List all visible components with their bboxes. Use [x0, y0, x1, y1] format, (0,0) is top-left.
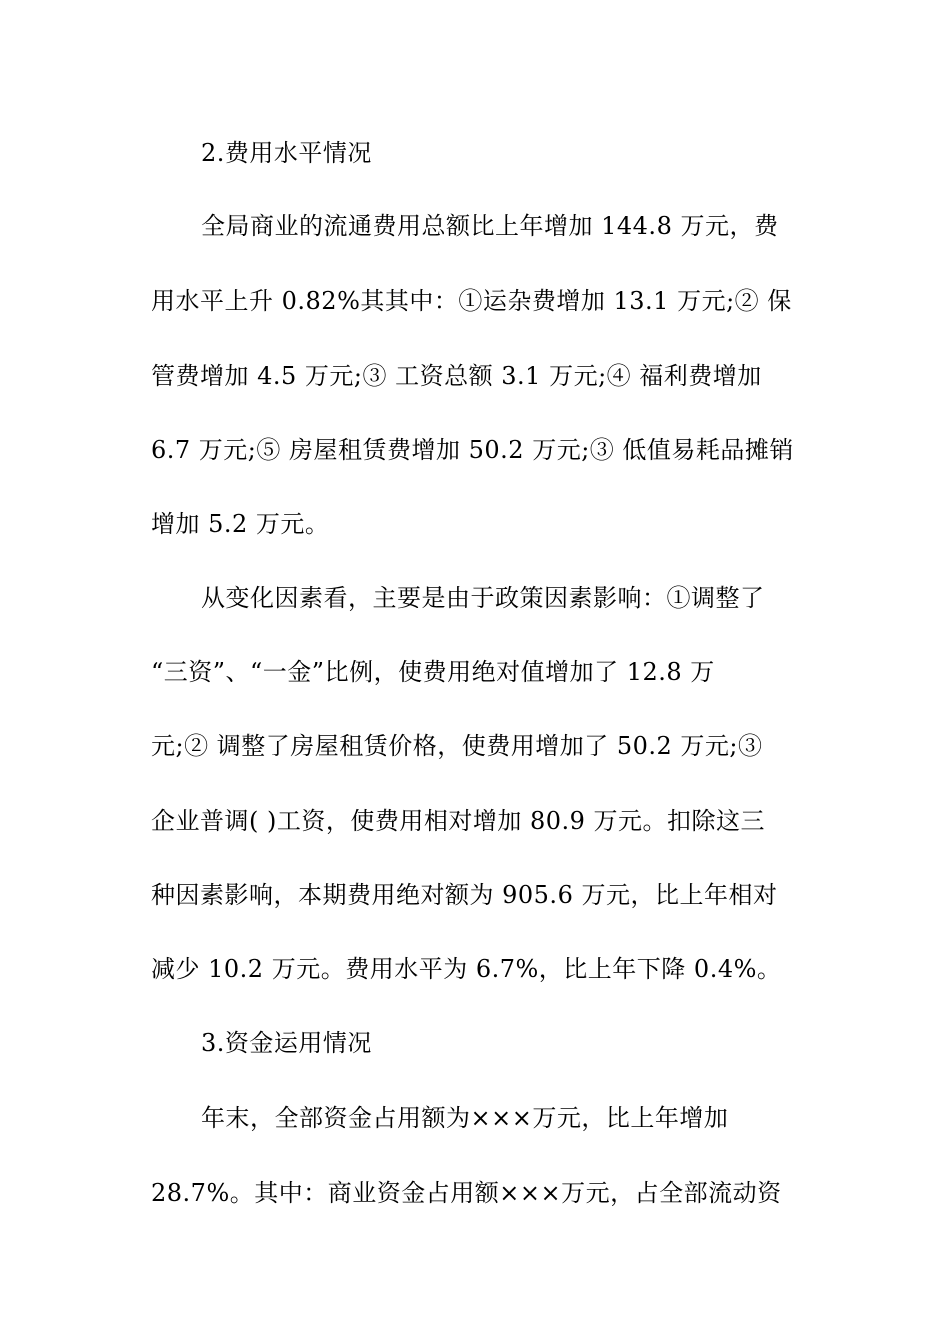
- paragraph-line: 减少 10.2 万元。费用水平为 6.7%，比上年下降 0.4%。: [151, 955, 782, 983]
- section-heading-expense-level: 2.费用水平情况: [201, 139, 372, 167]
- paragraph-line: 用水平上升 0.82%其其中：①运杂费增加 13.1 万元;② 保: [151, 287, 792, 315]
- paragraph-line: 全局商业的流通费用总额比上年增加 144.8 万元，费: [201, 212, 779, 240]
- paragraph-line: 元;② 调整了房屋租赁价格，使费用增加了 50.2 万元;③: [151, 732, 763, 760]
- paragraph-line: 种因素影响，本期费用绝对额为 905.6 万元，比上年相对: [151, 881, 778, 909]
- paragraph-line: “三资”、“一金”比例，使费用绝对值增加了 12.8 万: [151, 658, 715, 686]
- paragraph-line: 年末，全部资金占用额为×××万元，比上年增加: [201, 1104, 729, 1132]
- section-heading-capital-use: 3.资金运用情况: [201, 1029, 372, 1057]
- paragraph-line: 企业普调( )工资，使费用相对增加 80.9 万元。扣除这三: [151, 807, 766, 835]
- paragraph-line: 6.7 万元;⑤ 房屋租赁费增加 50.2 万元;③ 低值易耗品摊销: [151, 436, 794, 464]
- paragraph-line: 28.7%。其中：商业资金占用额×××万元，占全部流动资: [151, 1179, 782, 1207]
- paragraph-line: 管费增加 4.5 万元;③ 工资总额 3.1 万元;④ 福利费增加: [151, 362, 762, 390]
- paragraph-line: 从变化因素看，主要是由于政策因素影响：①调整了: [201, 584, 765, 612]
- paragraph-line: 增加 5.2 万元。: [151, 510, 330, 538]
